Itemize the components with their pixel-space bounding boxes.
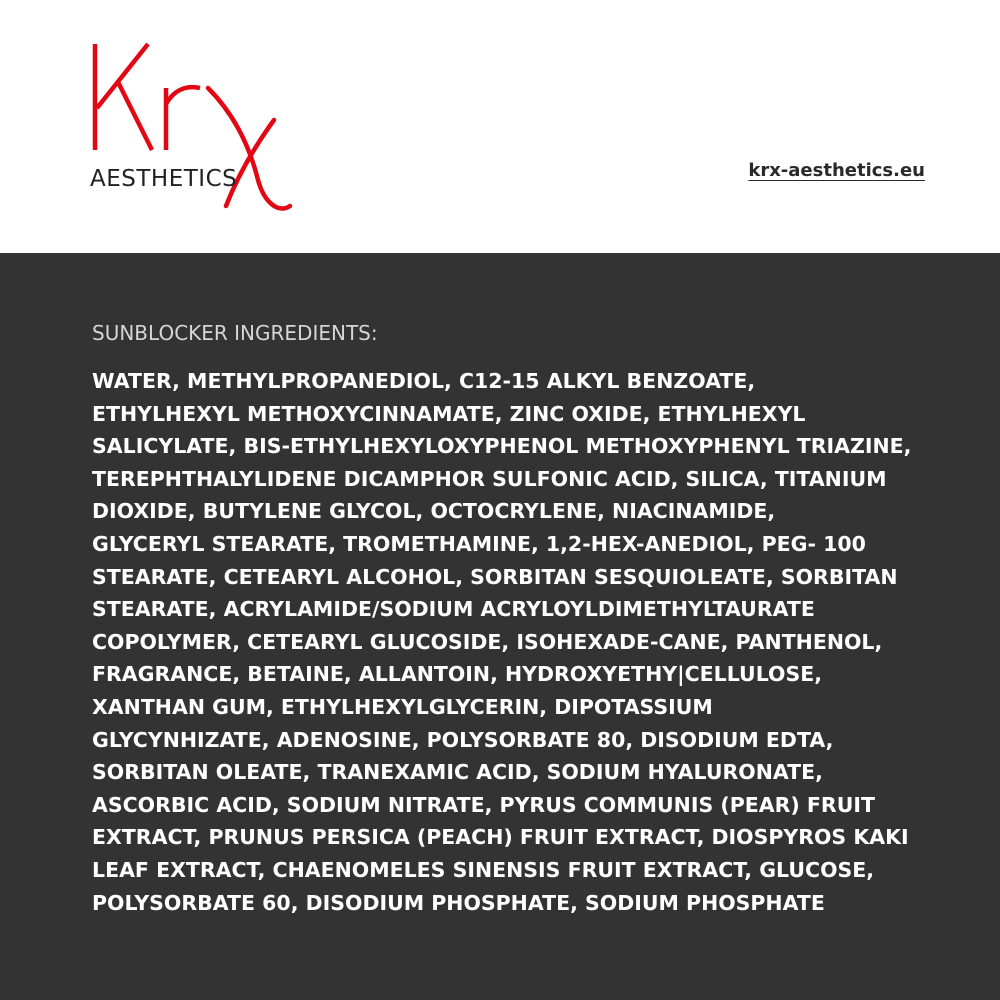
header	[0, 0, 1000, 253]
ingredient-line: FRAGRANCE, BETAINE, ALLANTOIN, HYDROXYETHY|CELLULOSE,	[92, 662, 823, 687]
ingredient-line: LEAF EXTRACT, CHAENOMELES SINENSIS FRUIT EXTRACT, GLUCOSE,	[92, 857, 875, 882]
ingredient-line: STEARATE, ACRYLAMIDE/SODIUM ACRYLOYLDIMETHYLTAURATE	[92, 597, 815, 622]
ingredient-line: WATER, METHYLPROPANEDIOL, C12-15 ALKYL BENZOATE,	[92, 369, 756, 393]
ingredient-line: GLYCERYL STEARATE, TROMETHAMINE, 1,2-HEX-ANEDIOL, PEG- 100	[92, 531, 866, 556]
ingredient-line: COPOLYMER, CETEARYL GLUCOSIDE, ISOHEXADE-CANE, PANTHENOL,	[92, 629, 883, 654]
ingredient-line: SORBITAN OLEATE, TRANEXAMIC ACID, SODIUM HYALURONATE,	[92, 760, 823, 785]
ingredients-panel	[0, 253, 1000, 1000]
ingredient-line: TEREPHTHALYLIDENE DICAMPHOR SULFONIC ACID, SILICA, TITANIUM	[92, 466, 887, 491]
ingredients-list	[92, 365, 932, 919]
logo-subtitle: AESTHETICS	[90, 166, 238, 192]
ingredient-line: SALICYLATE, BIS-ETHYLHEXYLOXYPHENOL METHOXYPHENYL TRIAZINE,	[92, 434, 912, 459]
ingredient-line: POLYSORBATE 60, DISODIUM PHOSPHATE, SODIUM PHOSPHATE	[92, 890, 825, 915]
krx-aesthetics-logo	[80, 30, 310, 220]
ingredient-line: ETHYLHEXYL METHOXYCINNAMATE, ZINC OXIDE, ETHYLHEXYL	[92, 401, 806, 426]
logo-letter-k	[95, 44, 152, 150]
logo-letter-r	[166, 87, 200, 150]
ingredients-heading: SUNBLOCKER INGREDIENTS:	[92, 321, 378, 345]
ingredient-line: EXTRACT, PRUNUS PERSICA (PEACH) FRUIT EXTRACT, DIOSPYROS KAKI	[92, 825, 909, 850]
ingredient-line: GLYCYNHIZATE, ADENOSINE, POLYSORBATE 80, DISODIUM EDTA,	[92, 727, 834, 752]
ingredient-line: XANTHAN GUM, ETHYLHEXYLGLYCERIN, DIPOTASSIUM	[92, 694, 713, 719]
ingredient-line: DIOXIDE, BUTYLENE GLYCOL, OCTOCRYLENE, NIACINAMIDE,	[92, 499, 776, 524]
ingredient-line: ASCORBIC ACID, SODIUM NITRATE, PYRUS COMMUNIS (PEAR) FRUIT	[92, 792, 875, 817]
website-link[interactable]: krx-aesthetics.eu	[748, 160, 925, 181]
ingredient-line: STEARATE, CETEARYL ALCOHOL, SORBITAN SESQUIOLEATE, SORBITAN	[92, 564, 898, 589]
